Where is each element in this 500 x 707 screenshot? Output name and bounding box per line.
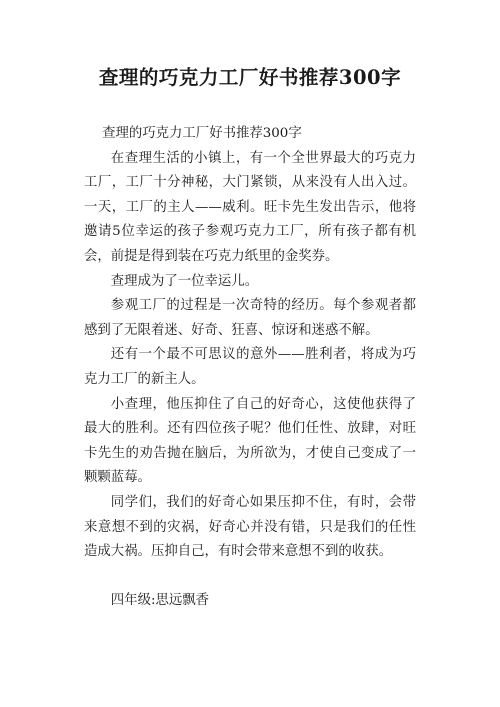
author-signature: 四年级:思远飘香 xyxy=(110,593,210,609)
paragraph-3: 参观工厂的过程是一次奇特的经历。每个参观者都感到了无限着迷、好奇、狂喜、惊讶和迷惑不解。 xyxy=(84,298,416,338)
document-body xyxy=(84,122,416,614)
paragraph-4: 还有一个最不可思议的意外——胜利者，将成为巧克力工厂的新主人。 xyxy=(84,347,416,387)
paragraph-2: 查理成为了一位幸运儿。 xyxy=(110,273,259,289)
paragraph-5: 小查理，他压抑住了自己的好奇心，这使他获得了最大的胜利。还有四位孩子呢？他们任性、放肆，对旺卡先生的劝告抛在脑后，为所欲为，才使自己变成了一颗颗蓝莓。 xyxy=(84,396,416,486)
blank-line xyxy=(84,565,416,590)
paragraph-1: 在查理生活的小镇上，有一个全世界最大的巧克力工厂，工厂十分神秘，大门紧锁，从来没有人出入过。一天，工厂的主人——威利。旺卡先生发出告示，他将邀请5位幸运的孩子参观巧克力工厂，所有孩子都有机会，前提是得到装在巧克力纸里的金奖券。 xyxy=(84,150,416,264)
document-subtitle: 查理的巧克力工厂好书推荐300字 xyxy=(102,126,302,141)
paragraph-6: 同学们，我们的好奇心如果压抑不住，有时，会带来意想不到的灾祸，好奇心并没有错，只是我们的任性造成大祸。压抑自己，有时会带来意想不到的收获。 xyxy=(84,494,416,560)
document-title: 查理的巧克力工厂好书推荐300字 xyxy=(98,66,402,89)
